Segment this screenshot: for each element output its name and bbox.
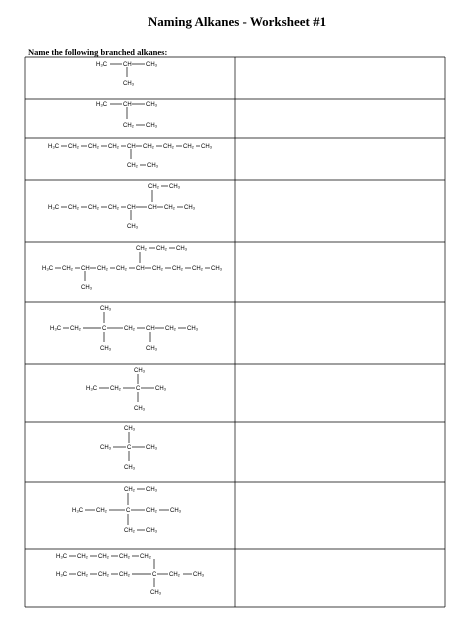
svg-text:CH₃: CH₃ — [169, 184, 181, 190]
svg-text:CH₂: CH₂ — [156, 246, 167, 252]
svg-text:CH: CH — [127, 205, 136, 211]
svg-text:CH₂: CH₂ — [98, 572, 109, 578]
svg-text:CH₂: CH₂ — [116, 266, 127, 272]
svg-text:CH₃: CH₃ — [146, 445, 158, 451]
svg-text:C: C — [126, 508, 131, 514]
svg-text:CH₃: CH₃ — [170, 508, 182, 514]
svg-text:CH: CH — [146, 326, 155, 332]
worksheet-title: Naming Alkanes - Worksheet #1 — [147, 14, 327, 29]
svg-text:CH₃: CH₃ — [155, 386, 167, 392]
instructions: Name the following branched alkanes: — [28, 47, 168, 57]
svg-text:CH₂: CH₂ — [140, 554, 151, 560]
svg-text:CH₃: CH₃ — [211, 266, 223, 272]
svg-text:CH: CH — [136, 266, 145, 272]
svg-text:CH₂: CH₂ — [62, 266, 73, 272]
svg-text:H₃C: H₃C — [96, 62, 108, 68]
svg-text:CH₃: CH₃ — [123, 81, 135, 87]
svg-text:H₃C: H₃C — [56, 554, 68, 560]
structure-row-9 — [72, 487, 182, 534]
svg-text:CH₃: CH₃ — [146, 123, 158, 129]
table-grid-lines — [25, 57, 445, 607]
svg-text:CH₂: CH₂ — [110, 386, 121, 392]
svg-text:CH₃: CH₃ — [124, 465, 136, 471]
worksheet-table — [24, 56, 446, 608]
svg-text:H₃C: H₃C — [86, 386, 98, 392]
svg-text:CH₂: CH₂ — [172, 266, 183, 272]
svg-text:CH₃: CH₃ — [176, 246, 188, 252]
svg-text:CH₃: CH₃ — [193, 572, 205, 578]
svg-text:CH₃: CH₃ — [147, 163, 159, 169]
svg-text:CH₃: CH₃ — [150, 590, 162, 596]
svg-text:H₃C: H₃C — [72, 508, 84, 514]
svg-text:CH₃: CH₃ — [134, 368, 146, 374]
svg-text:CH₃: CH₃ — [146, 102, 158, 108]
structure-row-8 — [100, 426, 158, 471]
svg-text:CH₂: CH₂ — [68, 205, 79, 211]
svg-text:CH₂: CH₂ — [152, 266, 163, 272]
svg-text:CH₂: CH₂ — [165, 326, 176, 332]
svg-text:CH₂: CH₂ — [136, 246, 147, 252]
structure-row-10 — [56, 554, 205, 596]
svg-text:CH₃: CH₃ — [184, 205, 196, 211]
svg-text:CH₃: CH₃ — [146, 346, 158, 352]
svg-text:CH₂: CH₂ — [123, 123, 134, 129]
svg-text:CH₂: CH₂ — [88, 205, 99, 211]
svg-text:CH₂: CH₂ — [124, 528, 135, 534]
svg-text:CH₂: CH₂ — [108, 205, 119, 211]
svg-text:CH₂: CH₂ — [97, 266, 108, 272]
svg-text:C: C — [136, 386, 141, 392]
svg-text:CH₂: CH₂ — [124, 487, 135, 493]
svg-text:CH₂: CH₂ — [70, 326, 81, 332]
svg-text:CH₃: CH₃ — [187, 326, 199, 332]
svg-text:CH₃: CH₃ — [124, 426, 136, 432]
svg-text:CH₂: CH₂ — [148, 184, 159, 190]
svg-text:CH₃: CH₃ — [100, 445, 112, 451]
svg-text:CH₂: CH₂ — [192, 266, 203, 272]
structure-row-6 — [50, 306, 199, 352]
svg-text:CH₃: CH₃ — [201, 144, 213, 150]
svg-text:CH₂: CH₂ — [88, 144, 99, 150]
svg-text:CH₂: CH₂ — [119, 554, 130, 560]
svg-text:CH₂: CH₂ — [169, 572, 180, 578]
svg-text:CH₃: CH₃ — [134, 406, 146, 412]
svg-text:H₃C: H₃C — [50, 326, 62, 332]
svg-text:CH₂: CH₂ — [68, 144, 79, 150]
svg-text:H₃C: H₃C — [42, 266, 54, 272]
svg-text:CH₂: CH₂ — [163, 144, 174, 150]
svg-text:CH₂: CH₂ — [146, 508, 157, 514]
svg-text:CH₂: CH₂ — [183, 144, 194, 150]
structure-row-4 — [48, 184, 196, 230]
structure-row-7 — [86, 368, 167, 412]
svg-text:CH₂: CH₂ — [96, 508, 107, 514]
svg-text:CH₃: CH₃ — [100, 346, 112, 352]
svg-text:H₃C: H₃C — [96, 102, 108, 108]
structure-row-5 — [42, 246, 223, 291]
svg-text:CH₃: CH₃ — [81, 285, 93, 291]
svg-text:CH₂: CH₂ — [119, 572, 130, 578]
svg-text:CH: CH — [127, 144, 136, 150]
svg-text:H₃C: H₃C — [48, 205, 60, 211]
svg-text:CH₃: CH₃ — [146, 528, 158, 534]
svg-text:CH: CH — [123, 102, 132, 108]
svg-text:CH₃: CH₃ — [127, 224, 139, 230]
svg-text:C: C — [127, 445, 132, 451]
svg-text:CH₂: CH₂ — [164, 205, 175, 211]
svg-text:CH₂: CH₂ — [98, 554, 109, 560]
svg-text:CH: CH — [148, 205, 157, 211]
svg-text:CH₂: CH₂ — [77, 554, 88, 560]
svg-text:CH₂: CH₂ — [108, 144, 119, 150]
svg-text:CH₂: CH₂ — [143, 144, 154, 150]
svg-text:CH: CH — [123, 62, 132, 68]
structure-row-3 — [48, 144, 213, 169]
svg-text:CH₂: CH₂ — [127, 163, 138, 169]
svg-text:CH₃: CH₃ — [146, 62, 158, 68]
svg-text:C: C — [102, 326, 107, 332]
svg-text:CH₃: CH₃ — [100, 306, 112, 312]
svg-text:CH₃: CH₃ — [146, 487, 158, 493]
svg-text:CH₂: CH₂ — [124, 326, 135, 332]
structure-row-1 — [96, 62, 158, 87]
svg-text:H₃C: H₃C — [48, 144, 60, 150]
svg-text:C: C — [152, 572, 157, 578]
svg-text:H₃C: H₃C — [56, 572, 68, 578]
svg-text:CH: CH — [81, 266, 90, 272]
structure-row-2 — [96, 102, 158, 129]
svg-text:CH₂: CH₂ — [77, 572, 88, 578]
